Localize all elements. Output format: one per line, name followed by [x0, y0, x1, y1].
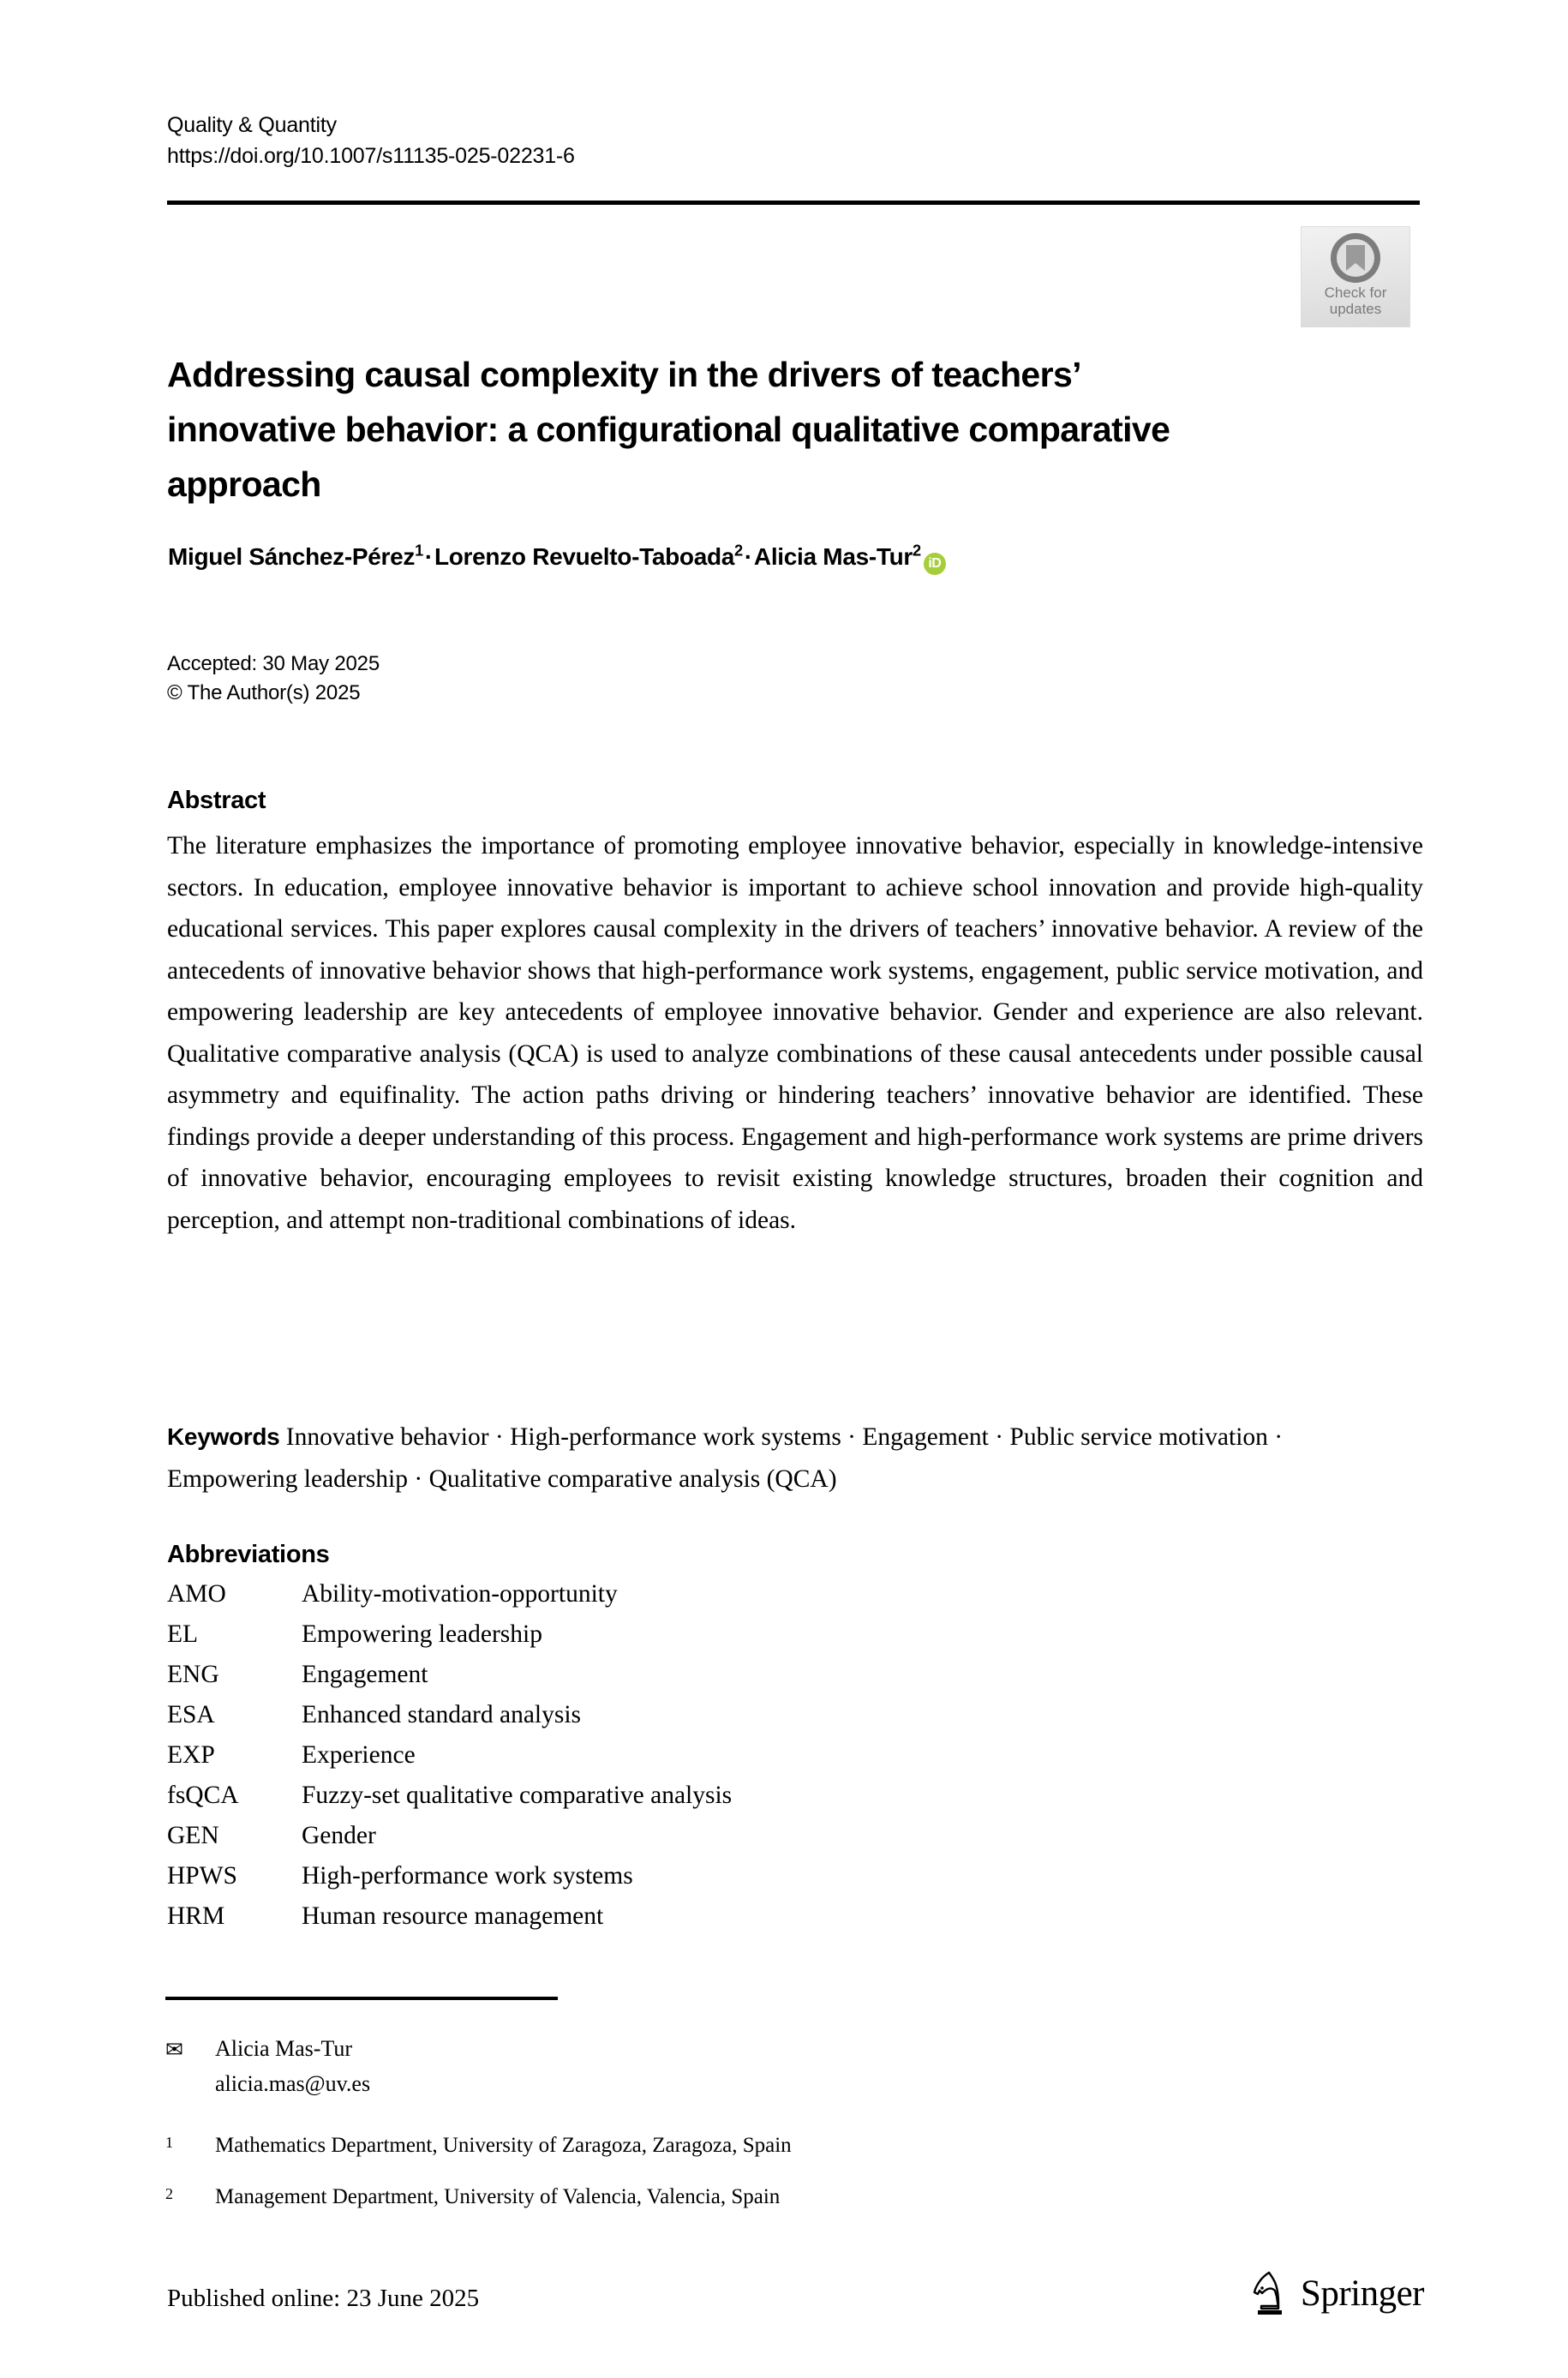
abbreviation-definition: High-performance work systems — [302, 1862, 633, 1890]
abbreviation-term: fsQCA — [167, 1782, 239, 1809]
keywords-section — [167, 1417, 1392, 1500]
author-name[interactable]: Lorenzo Revuelto-Taboada — [434, 543, 735, 570]
orcid-icon[interactable]: iD — [924, 553, 946, 575]
corresponding-author-name: Alicia Mas-Tur — [215, 2036, 353, 2061]
author-affiliation-marker: 1 — [415, 542, 423, 560]
keyword-separator: · — [1267, 1423, 1284, 1451]
affiliation-text: Mathematics Department, University of Zaragoza, Zaragoza, Spain — [215, 2134, 792, 2157]
keyword-separator: · — [988, 1423, 1010, 1451]
header-divider — [167, 201, 1420, 205]
abbreviation-row — [167, 1816, 1110, 1856]
abbreviations-section — [167, 1538, 1110, 1937]
author-name[interactable]: Miguel Sánchez-Pérez — [168, 543, 416, 570]
abbreviation-definition: Fuzzy-set qualitative comparative analysis — [302, 1782, 733, 1809]
author-name[interactable]: Alicia Mas-Tur — [753, 543, 913, 570]
abbreviation-definition: Experience — [302, 1741, 416, 1769]
page-title: Addressing causal complexity in the drivers of teachers’ innovative behavior: a configurational qualitative comparative approach — [167, 355, 1170, 505]
crossmark-bookmark-icon — [1331, 233, 1380, 283]
footnote-divider — [165, 1997, 558, 2000]
abstract-section — [167, 784, 1423, 1241]
abbreviation-definition: Ability-motivation-opportunity — [302, 1580, 618, 1608]
abbreviation-term: AMO — [167, 1580, 226, 1608]
keywords-list — [167, 1423, 1283, 1493]
keyword-separator: · — [408, 1465, 429, 1493]
abbreviation-row — [167, 1896, 1110, 1937]
crossmark-badge[interactable] — [1301, 226, 1410, 327]
affiliation-marker: 2 — [165, 2185, 173, 2202]
keyword-item[interactable]: Empowering leadership — [167, 1465, 408, 1493]
corresponding-author-block — [165, 2031, 937, 2101]
keyword-item[interactable]: Innovative behavior — [285, 1423, 489, 1451]
author-list — [168, 540, 1427, 575]
copyright-line: © The Author(s) 2025 — [167, 681, 361, 704]
abbreviation-term: HRM — [167, 1902, 225, 1930]
journal-header — [167, 110, 1422, 171]
abbreviation-row — [167, 1856, 1110, 1896]
abbreviation-term: EXP — [167, 1741, 215, 1769]
keyword-item[interactable]: Engagement — [862, 1423, 989, 1451]
abbreviation-row — [167, 1776, 1110, 1816]
keyword-separator: · — [841, 1423, 863, 1451]
keyword-item[interactable]: Qualitative comparative analysis (QCA) — [428, 1465, 837, 1493]
author-separator: · — [424, 543, 433, 570]
crossmark-label — [1325, 285, 1387, 317]
accepted-date: Accepted: 30 May 2025 — [167, 652, 380, 675]
springer-logo — [1251, 2271, 1424, 2317]
abbreviation-definition: Empowering leadership — [302, 1620, 542, 1648]
abbreviation-row — [167, 1735, 1110, 1776]
published-online-date: Published online: 23 June 2025 — [167, 2285, 480, 2312]
keyword-separator: · — [488, 1423, 511, 1451]
crossmark-label-line2: updates — [1329, 301, 1382, 317]
abbreviation-row — [167, 1614, 1110, 1655]
abbreviation-definition: Human resource management — [302, 1902, 604, 1930]
abbreviation-definition: Engagement — [302, 1661, 428, 1688]
publication-status — [167, 650, 938, 708]
abbreviation-definition: Enhanced standard analysis — [302, 1701, 582, 1728]
abbreviation-term: HPWS — [167, 1862, 237, 1890]
abbreviation-term: ESA — [167, 1701, 215, 1728]
abstract-heading: Abstract — [167, 787, 266, 814]
abbreviation-term: GEN — [167, 1822, 219, 1849]
abbreviation-row — [167, 1574, 1110, 1614]
keyword-item[interactable]: High-performance work systems — [510, 1423, 841, 1451]
springer-wordmark: Springer — [1300, 2273, 1424, 2314]
abstract-text: The literature emphasizes the importance of promoting employee innovative behavior, especially in knowledge-intensive sectors. In education, employee innovative behavior is important to achieve school innovation and provide high-quality educational services. This paper explores causal complexity in the drivers of teachers’ innovative behavior. A review of the antecedents of innovative behavior shows that high-performance work systems, engagement, public service motivation, and empowering leadership are key antecedents of employee innovative behavior. Gender and experience are also relevant. Qualitative comparative analysis (QCA) is used to analyze combinations of these causal antecedents under possible causal asymmetry and equifinality. The action paths driving or hindering teachers’ innovative behavior are identified. These findings provide a deeper understanding of this process. Engagement and high-performance work systems are prime drivers of innovative behavior, encouraging employees to revisit existing knowledge structures, broaden their cognition and perception, and attempt non-traditional combinations of ideas. — [167, 832, 1423, 1234]
affiliation-row — [165, 2129, 1194, 2162]
keyword-item[interactable]: Public service motivation — [1009, 1423, 1268, 1451]
abbreviation-term: EL — [167, 1620, 199, 1648]
abbreviation-term: ENG — [167, 1661, 219, 1688]
abbreviation-definition: Gender — [302, 1822, 376, 1849]
abbreviation-row — [167, 1695, 1110, 1735]
keywords-label: Keywords — [167, 1423, 280, 1450]
affiliation-row — [165, 2181, 1194, 2213]
author-affiliation-marker: 2 — [734, 542, 743, 560]
affiliation-text: Management Department, University of Valencia, Valencia, Spain — [215, 2185, 781, 2208]
journal-doi[interactable]: https://doi.org/10.1007/s11135-025-02231-6 — [167, 144, 575, 168]
abbreviations-list — [167, 1574, 1110, 1937]
bookmark-ribbon-shape — [1346, 245, 1365, 271]
journal-name: Quality & Quantity — [167, 113, 337, 137]
springer-knight-icon — [1251, 2271, 1290, 2317]
crossmark-label-line1: Check for — [1324, 285, 1387, 301]
author-separator: · — [744, 543, 752, 570]
affiliation-marker: 1 — [165, 2134, 173, 2151]
author-affiliation-marker: 2 — [913, 542, 921, 560]
corresponding-author-email[interactable]: alicia.mas@uv.es — [215, 2071, 371, 2096]
affiliation-list — [165, 2129, 1194, 2232]
envelope-icon: ✉ — [165, 2039, 183, 2062]
abbreviations-heading: Abbreviations — [167, 1541, 330, 1568]
abbreviation-row — [167, 1655, 1110, 1695]
